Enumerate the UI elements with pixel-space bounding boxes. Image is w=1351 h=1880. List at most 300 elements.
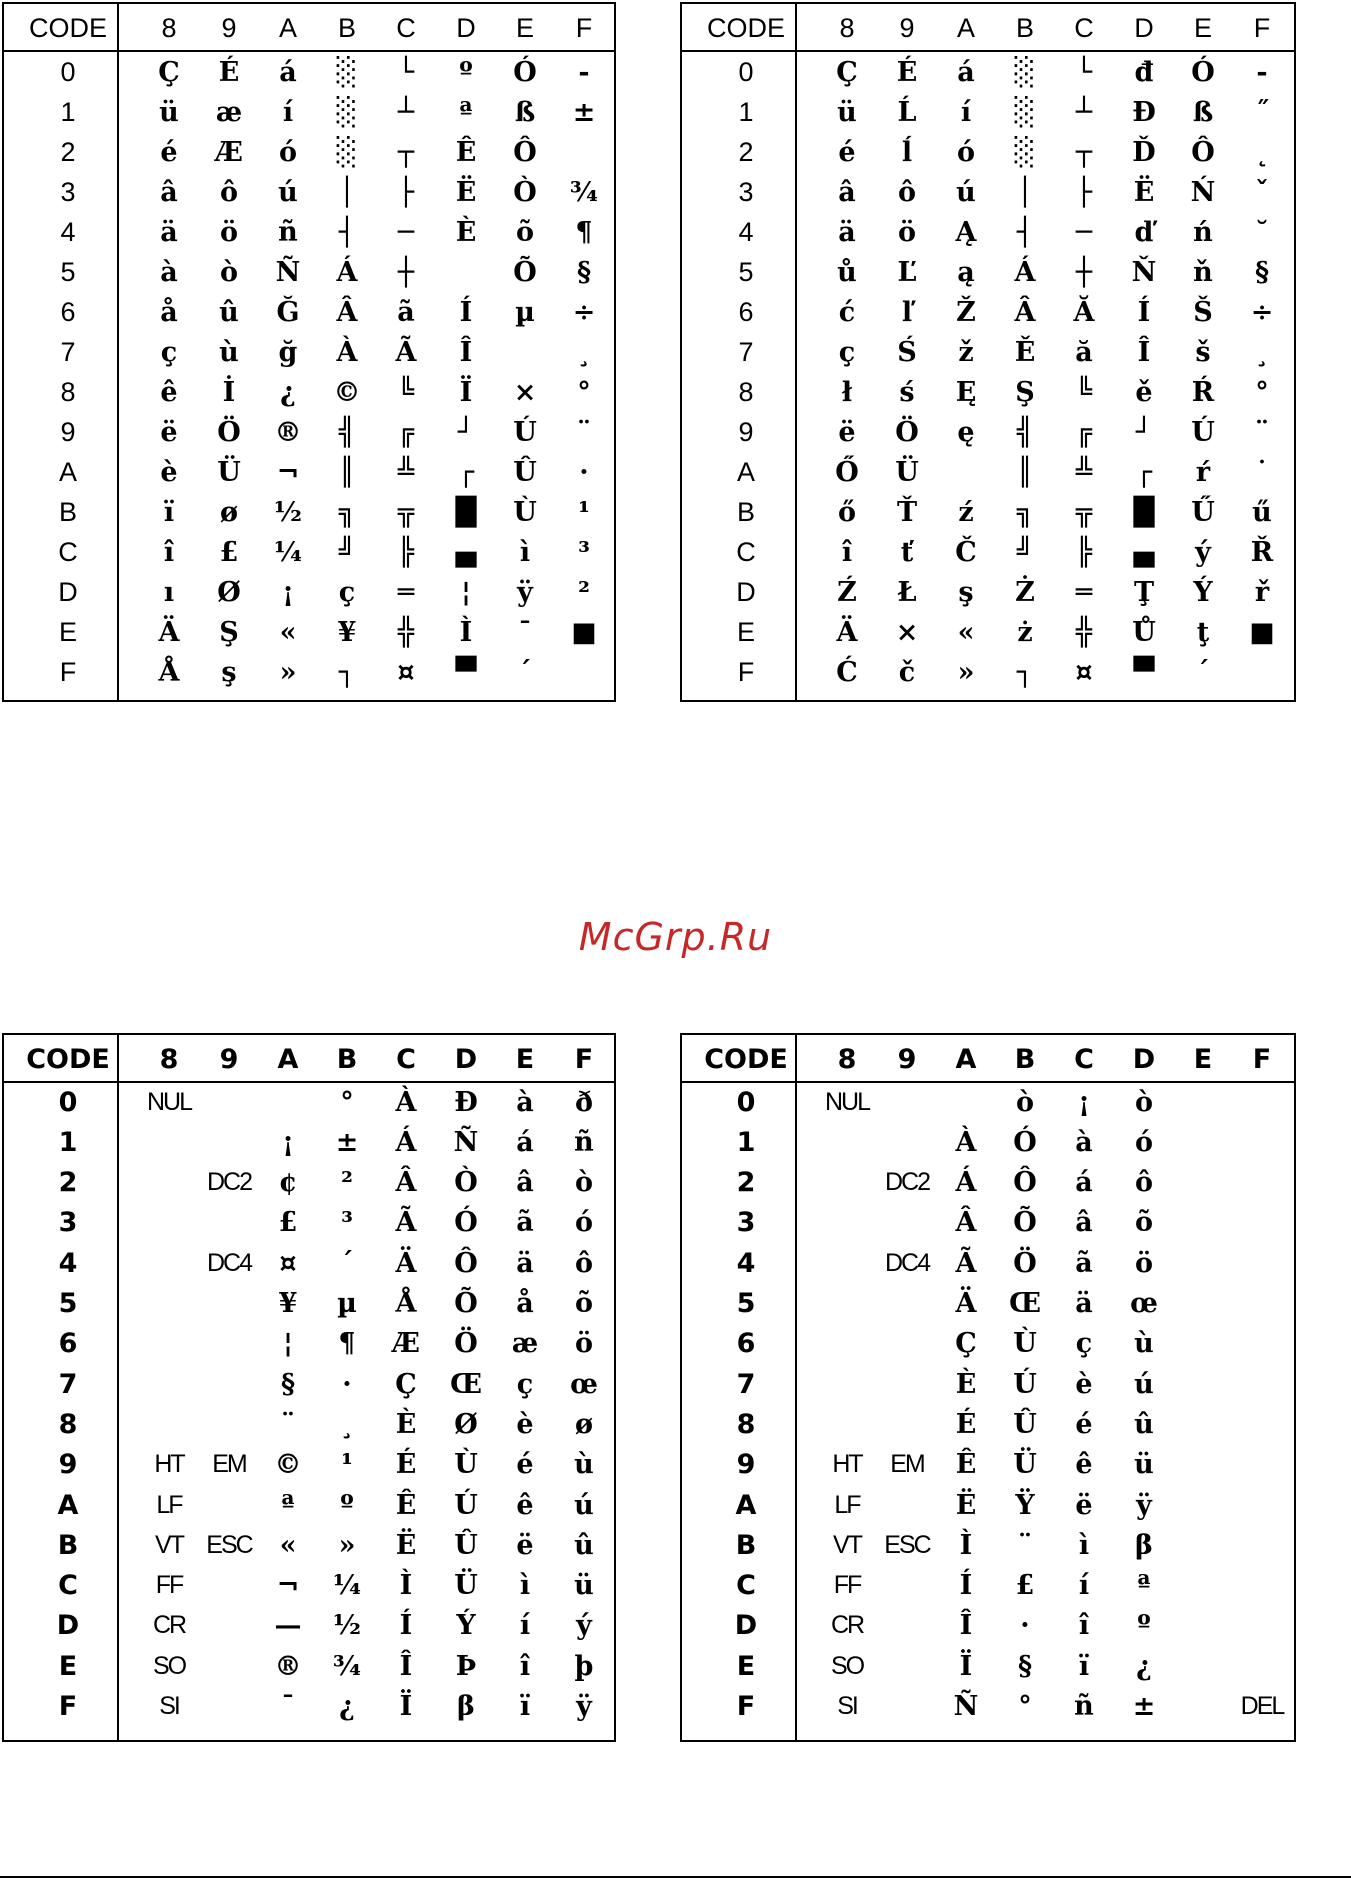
- char-cell: Ñ: [275, 256, 301, 288]
- char-cell: Õ: [1013, 1207, 1037, 1239]
- char-cell: â: [1075, 1207, 1093, 1239]
- char-cell: ░: [1014, 136, 1036, 168]
- char-cell: ę: [957, 416, 975, 448]
- char-cell: ý: [576, 1610, 592, 1642]
- control-code-cell: VT: [833, 1530, 861, 1559]
- char-cell: ë: [160, 416, 178, 448]
- char-cell: ╗: [338, 496, 356, 528]
- row-code: 3: [60, 176, 76, 207]
- row-code: 5: [58, 1288, 78, 1319]
- char-cell: û: [1134, 1408, 1154, 1440]
- char-cell: í: [519, 1610, 531, 1642]
- char-cell: ˝: [1255, 96, 1269, 128]
- char-cell: Ã: [955, 1247, 977, 1279]
- char-cell: º: [459, 56, 473, 88]
- char-cell: ü: [159, 96, 179, 128]
- row-code: 9: [738, 416, 754, 447]
- control-code-cell: DC4: [884, 1248, 929, 1277]
- char-cell: Ï: [399, 1691, 413, 1722]
- char-cell: þ: [574, 1650, 594, 1682]
- char-cell: Å: [158, 656, 180, 688]
- char-cell: Ď: [1132, 136, 1156, 168]
- char-cell: î: [1078, 1610, 1090, 1642]
- char-cell: ┼: [397, 256, 415, 288]
- row-code: D: [736, 576, 756, 607]
- char-cell: Ä: [836, 616, 858, 648]
- char-cell: ░: [336, 56, 358, 88]
- char-cell: ľ: [901, 296, 913, 328]
- char-cell: ó: [278, 136, 297, 168]
- char-cell: Ě: [1014, 336, 1036, 368]
- char-cell: Ë: [1133, 176, 1155, 208]
- column-header-e: E: [515, 12, 534, 43]
- char-cell: ░: [1014, 56, 1036, 88]
- row-code: B: [58, 496, 77, 527]
- char-cell: Ø: [217, 576, 241, 608]
- char-cell: ╩: [397, 456, 415, 488]
- char-cell: ŕ: [1195, 456, 1211, 488]
- char-cell: Ô: [513, 136, 537, 168]
- char-cell: ¡: [282, 1126, 294, 1158]
- column-header-9: 9: [897, 1043, 917, 1075]
- char-cell: Ű: [1191, 496, 1215, 528]
- char-cell: §: [1254, 256, 1270, 288]
- char-cell: ä: [838, 216, 856, 248]
- char-cell: ö: [574, 1328, 593, 1360]
- row-code: 4: [58, 1247, 78, 1279]
- char-cell: â: [160, 176, 178, 208]
- column-header-f: F: [1253, 12, 1271, 43]
- column-header-9: 9: [219, 1043, 239, 1075]
- char-cell: ó: [956, 136, 975, 168]
- char-cell: Ì: [959, 1529, 973, 1561]
- char-cell: Õ: [513, 256, 537, 288]
- char-cell: Î: [399, 1650, 413, 1682]
- char-cell: À: [336, 336, 358, 368]
- char-cell: à: [1075, 1126, 1093, 1158]
- char-cell: °: [1018, 1691, 1032, 1722]
- row-code: D: [58, 576, 78, 607]
- code-header: CODE: [704, 1043, 788, 1075]
- char-cell: ă: [1075, 336, 1093, 368]
- char-cell: ¥: [278, 1288, 298, 1319]
- char-cell: ã: [516, 1207, 534, 1239]
- char-cell: ─: [1075, 216, 1093, 248]
- char-cell: È: [395, 1408, 417, 1440]
- char-cell: Ř: [1250, 536, 1274, 568]
- char-cell: Ę: [955, 376, 977, 408]
- char-cell: ü: [1134, 1449, 1154, 1481]
- column-header-b: B: [337, 12, 356, 43]
- column-header-a: A: [956, 12, 975, 43]
- char-cell: Ş: [1015, 376, 1035, 408]
- char-cell: ł: [841, 376, 853, 408]
- char-cell: û: [574, 1529, 594, 1561]
- char-cell: é: [516, 1449, 534, 1481]
- char-cell: ë: [838, 416, 856, 448]
- row-code: F: [737, 656, 755, 687]
- char-cell: ├: [1075, 176, 1093, 208]
- char-cell: ö: [219, 216, 238, 248]
- char-cell: ª: [1137, 1570, 1151, 1602]
- char-cell: â: [516, 1167, 534, 1199]
- char-cell: ¢: [278, 1167, 298, 1199]
- control-code-cell: ESC: [884, 1530, 930, 1559]
- column-header-c: C: [396, 1043, 416, 1075]
- char-cell: Î: [1137, 336, 1151, 368]
- char-cell: È: [455, 216, 477, 248]
- char-cell: Û: [454, 1529, 478, 1561]
- row-code: 7: [60, 336, 76, 367]
- char-cell: ┴: [397, 96, 415, 128]
- char-cell: ═: [397, 576, 415, 608]
- column-header-a: A: [278, 12, 297, 43]
- row-code: 2: [736, 1167, 756, 1199]
- char-cell: è: [516, 1408, 534, 1440]
- control-code-cell: EM: [890, 1450, 924, 1479]
- char-cell: »: [338, 1529, 356, 1561]
- char-cell: à: [160, 256, 178, 288]
- row-code: F: [58, 1691, 78, 1722]
- char-cell: Î: [459, 336, 473, 368]
- char-cell: ║: [338, 456, 356, 488]
- char-cell: û: [219, 296, 239, 328]
- column-header-a: A: [955, 1043, 977, 1075]
- char-cell: β: [1135, 1529, 1153, 1561]
- char-cell: Æ: [392, 1328, 420, 1360]
- char-cell: Ç: [158, 56, 180, 88]
- char-cell: Ã: [395, 336, 417, 368]
- row-code: D: [734, 1610, 758, 1642]
- char-cell: š: [1195, 336, 1211, 368]
- char-cell: Õ: [454, 1288, 478, 1319]
- char-cell: │: [338, 176, 356, 208]
- row-code: 9: [60, 416, 76, 447]
- row-code: 3: [738, 176, 754, 207]
- char-cell: À: [955, 1126, 977, 1158]
- char-cell: ¿: [339, 1691, 355, 1722]
- charset-table-1: [2, 2, 616, 702]
- char-cell: ¶: [338, 1328, 356, 1360]
- char-cell: ¤: [1075, 656, 1093, 688]
- char-cell: ć: [838, 296, 856, 328]
- code-header: CODE: [29, 12, 108, 43]
- char-cell: ¾: [569, 176, 599, 208]
- char-cell: ■: [1249, 616, 1275, 648]
- column-header-c: C: [1074, 1043, 1094, 1075]
- row-code: E: [736, 616, 755, 647]
- char-cell: Ï: [459, 376, 473, 408]
- char-cell: Í: [399, 1610, 413, 1642]
- column-header-9: 9: [221, 12, 237, 43]
- row-code: A: [58, 456, 77, 487]
- char-cell: â: [838, 176, 856, 208]
- char-cell: Ú: [1191, 416, 1215, 448]
- char-cell: Ë: [455, 176, 477, 208]
- char-cell: Ŕ: [1191, 376, 1215, 408]
- char-cell: ®: [274, 416, 302, 448]
- char-cell: Ö: [454, 1328, 478, 1360]
- row-code: C: [736, 1570, 756, 1602]
- char-cell: õ: [1134, 1207, 1153, 1239]
- row-code: A: [735, 1489, 757, 1521]
- char-cell: ü: [574, 1570, 594, 1602]
- row-code: C: [58, 536, 78, 567]
- char-cell: Ï: [959, 1650, 973, 1682]
- char-cell: ¡: [282, 576, 294, 608]
- column-header-b: B: [1014, 1043, 1036, 1075]
- char-cell: ú: [278, 176, 298, 208]
- char-cell: ░: [336, 96, 358, 128]
- char-cell: ù: [574, 1449, 594, 1481]
- column-header-d: D: [1134, 12, 1154, 43]
- char-cell: ú: [574, 1489, 594, 1521]
- column-header-e: E: [1193, 12, 1212, 43]
- char-cell: Ó: [1013, 1126, 1037, 1158]
- char-cell: Œ: [1009, 1288, 1041, 1319]
- char-cell: ů: [837, 256, 857, 288]
- char-cell: ©: [274, 1449, 302, 1481]
- char-cell: Č: [955, 536, 977, 568]
- char-cell: ą: [957, 256, 975, 288]
- control-code-cell: NUL: [824, 1087, 869, 1116]
- char-cell: ¼: [332, 1570, 362, 1602]
- char-cell: Ń: [1190, 176, 1216, 208]
- char-cell: ď: [1134, 216, 1154, 248]
- char-cell: Ţ: [1133, 576, 1155, 608]
- control-code-cell: ESC: [206, 1530, 252, 1559]
- char-cell: Ů: [1132, 616, 1156, 648]
- page-bottom-rule: [0, 1876, 1351, 1878]
- row-code: 8: [58, 1408, 78, 1440]
- char-cell: á: [1075, 1167, 1093, 1199]
- char-cell: Ť: [896, 496, 918, 528]
- char-cell: ã: [1075, 1247, 1093, 1279]
- column-header-e: E: [1193, 1043, 1213, 1075]
- char-cell: Ê: [955, 1449, 977, 1481]
- char-cell: Ë: [395, 1529, 417, 1561]
- control-code-cell: LF: [834, 1490, 860, 1519]
- char-cell: ñ: [574, 1126, 594, 1158]
- control-code-cell: SO: [830, 1651, 864, 1680]
- char-cell: ì: [519, 1570, 531, 1602]
- column-header-c: C: [396, 12, 416, 43]
- column-header-f: F: [1252, 1043, 1272, 1075]
- char-cell: ê: [516, 1489, 534, 1521]
- char-cell: └: [1075, 56, 1093, 88]
- control-code-cell: HT: [832, 1450, 862, 1479]
- char-cell: £: [278, 1207, 298, 1239]
- char-cell: č: [898, 656, 916, 688]
- char-cell: ´: [1196, 656, 1210, 688]
- char-cell: ╚: [1075, 376, 1093, 408]
- char-cell: Ã: [395, 1207, 417, 1239]
- char-cell: ´: [340, 1247, 354, 1279]
- char-cell: ³: [341, 1207, 353, 1239]
- char-cell: Ö: [217, 416, 241, 448]
- char-cell: Ô: [454, 1247, 478, 1279]
- control-code-cell: DC2: [206, 1168, 251, 1197]
- row-code: 6: [736, 1328, 756, 1360]
- char-cell: ś: [899, 376, 915, 408]
- row-code: 4: [738, 216, 754, 247]
- char-cell: Í: [1137, 296, 1151, 328]
- char-cell: Ć: [836, 656, 858, 688]
- char-cell: ¼: [273, 536, 303, 568]
- char-cell: Ê: [455, 136, 477, 168]
- char-cell: ð: [574, 1086, 593, 1118]
- column-header-e: E: [515, 1043, 535, 1075]
- row-code: 0: [60, 56, 76, 87]
- row-code: 5: [736, 1288, 756, 1319]
- char-cell: ó: [1134, 1126, 1153, 1158]
- char-cell: Ý: [1193, 576, 1213, 608]
- row-code: 9: [736, 1449, 756, 1481]
- char-cell: ¨: [577, 416, 591, 448]
- char-cell: -: [1256, 56, 1268, 88]
- row-code: 1: [736, 1126, 756, 1158]
- char-cell: Á: [955, 1167, 977, 1199]
- char-cell: ┴: [1075, 96, 1093, 128]
- char-cell: ¿: [1136, 1650, 1152, 1682]
- char-cell: Þ: [455, 1650, 477, 1682]
- row-code: 8: [738, 376, 754, 407]
- char-cell: ô: [897, 176, 916, 208]
- char-cell: é: [1075, 1408, 1093, 1440]
- row-code: 6: [58, 1328, 78, 1360]
- char-cell: ï: [1078, 1650, 1090, 1682]
- char-cell: Ù: [1013, 1328, 1037, 1360]
- char-cell: ß: [514, 96, 536, 128]
- char-cell: ¨: [1018, 1529, 1032, 1561]
- char-cell: Ñ: [953, 1691, 979, 1722]
- char-cell: ╣: [338, 416, 356, 448]
- char-cell: Ó: [513, 56, 537, 88]
- control-code-cell: VT: [155, 1530, 183, 1559]
- char-cell: Ç: [955, 1328, 977, 1360]
- char-cell: ¡: [1078, 1086, 1090, 1118]
- char-cell: Ö: [895, 416, 919, 448]
- column-header-d: D: [456, 12, 476, 43]
- char-cell: ý: [1195, 536, 1211, 568]
- char-cell: ¦: [461, 576, 471, 608]
- char-cell: ı: [163, 576, 175, 608]
- char-cell: ╝: [338, 536, 356, 568]
- char-cell: »: [279, 656, 297, 688]
- control-code-cell: SI: [837, 1692, 857, 1720]
- row-code: 7: [58, 1368, 78, 1400]
- char-cell: Ì: [399, 1570, 413, 1602]
- char-cell: İ: [222, 376, 236, 408]
- char-cell: «: [957, 616, 975, 648]
- char-cell: ˛: [1255, 136, 1269, 168]
- column-header-f: F: [575, 12, 593, 43]
- char-cell: ┌: [457, 456, 475, 488]
- char-cell: ï: [519, 1691, 531, 1722]
- char-cell: ²: [341, 1167, 353, 1199]
- column-header-8: 8: [839, 12, 855, 43]
- char-cell: ö: [897, 216, 916, 248]
- char-cell: å: [516, 1288, 534, 1319]
- row-code: B: [57, 1529, 79, 1561]
- char-cell: ő: [837, 496, 856, 528]
- char-cell: ø: [574, 1408, 593, 1440]
- char-cell: è: [1075, 1368, 1093, 1400]
- row-code: 2: [738, 136, 754, 167]
- control-code-cell: CR: [152, 1611, 186, 1640]
- char-cell: ä: [516, 1247, 534, 1279]
- char-cell: ×: [513, 376, 537, 408]
- char-cell: œ: [1130, 1288, 1158, 1319]
- char-cell: ▄: [1133, 536, 1155, 568]
- char-cell: ù: [1134, 1328, 1154, 1360]
- column-header-8: 8: [159, 1043, 179, 1075]
- control-code-cell: LF: [156, 1490, 182, 1519]
- char-cell: ç: [338, 576, 356, 608]
- char-cell: ±: [335, 1126, 359, 1158]
- char-cell: »: [957, 656, 975, 688]
- char-cell: Á: [336, 256, 358, 288]
- char-cell: ╬: [397, 616, 415, 648]
- char-cell: ¸: [340, 1408, 354, 1440]
- char-cell: Í: [959, 1570, 973, 1602]
- char-cell: ©: [333, 376, 361, 408]
- row-code: 3: [736, 1207, 756, 1239]
- char-cell: ˘: [1255, 216, 1269, 248]
- column-header-a: A: [277, 1043, 299, 1075]
- control-code-cell: FF: [833, 1571, 861, 1600]
- char-cell: ñ: [1074, 1691, 1094, 1722]
- char-cell: —: [274, 1610, 302, 1642]
- row-code: F: [736, 1691, 756, 1722]
- watermark: McGrp.Ru: [578, 915, 773, 959]
- char-cell: Ú: [513, 416, 537, 448]
- char-cell: ¾: [332, 1650, 362, 1682]
- char-cell: Ð: [454, 1086, 478, 1118]
- row-code: 0: [738, 56, 754, 87]
- char-cell: Ü: [1013, 1449, 1037, 1481]
- char-cell: │: [1016, 176, 1034, 208]
- char-cell: Ä: [955, 1288, 977, 1319]
- column-header-9: 9: [899, 12, 915, 43]
- char-cell: ·: [579, 456, 589, 488]
- char-cell: ┘: [457, 416, 475, 448]
- char-cell: ń: [1193, 216, 1213, 248]
- char-cell: ╣: [1016, 416, 1034, 448]
- char-cell: ã: [397, 296, 415, 328]
- char-cell: Ą: [955, 216, 977, 248]
- char-cell: Ö: [1013, 1247, 1037, 1279]
- column-header-c: C: [1074, 12, 1094, 43]
- char-cell: ╔: [1075, 416, 1093, 448]
- char-cell: ├: [397, 176, 415, 208]
- char-cell: ±: [1132, 1691, 1156, 1722]
- control-code-cell: NUL: [146, 1087, 191, 1116]
- char-cell: └: [397, 56, 415, 88]
- column-header-d: D: [454, 1043, 478, 1075]
- row-code: E: [736, 1650, 756, 1682]
- char-cell: ü: [837, 96, 857, 128]
- char-cell: ÿ: [1136, 1489, 1152, 1521]
- char-cell: Ś: [897, 336, 917, 368]
- char-cell: §: [576, 256, 592, 288]
- char-cell: Ó: [1191, 56, 1215, 88]
- char-cell: Û: [513, 456, 537, 488]
- char-cell: ░: [336, 136, 358, 168]
- char-cell: Ł: [897, 576, 917, 608]
- control-code-cell: DC4: [206, 1248, 251, 1277]
- row-code: 0: [58, 1086, 78, 1118]
